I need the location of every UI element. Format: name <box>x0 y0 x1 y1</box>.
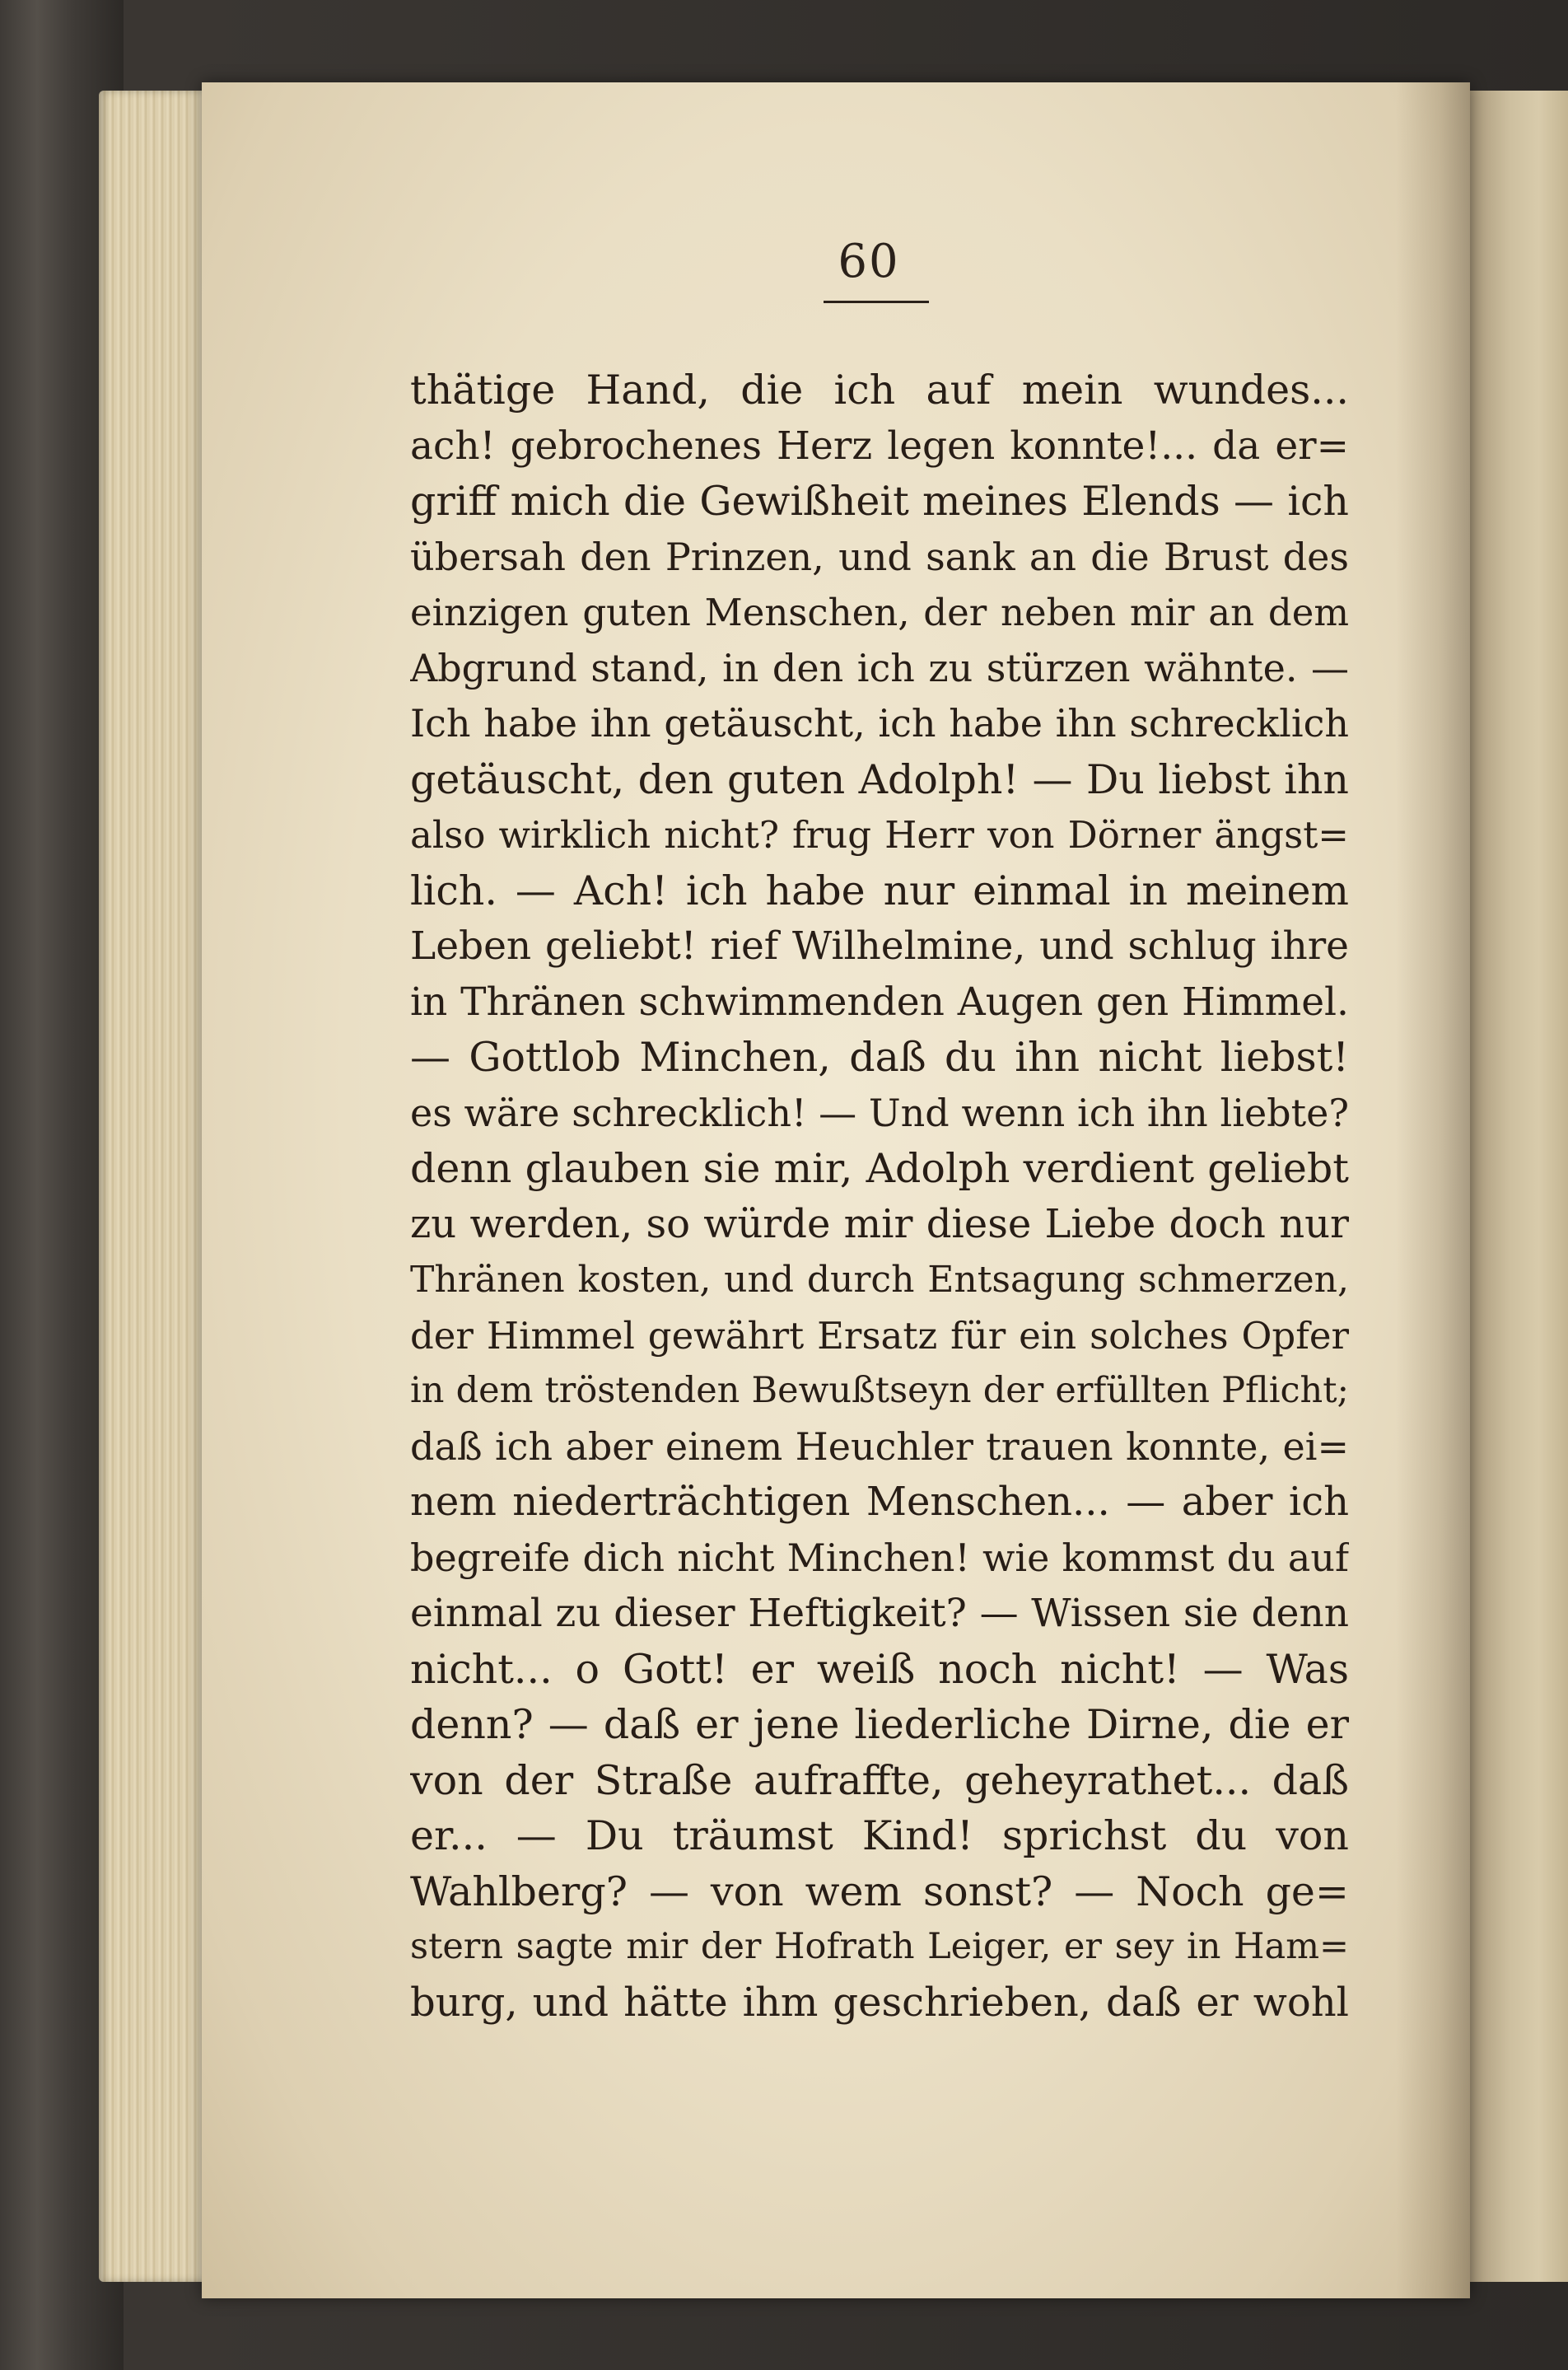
text-line: ach! gebrochenes Herz legen konnte!... da er= <box>410 423 1349 469</box>
text-line: denn? — daß er jene liederliche Dirne, die er <box>410 1701 1349 1748</box>
text-line: übersah den Prinzen, und sank an die Brust des <box>410 534 1349 579</box>
text-line: griff mich die Gewißheit meines Elends — ich <box>410 478 1349 525</box>
text-line: zu werden, so würde mir diese Liebe doch nur <box>410 1200 1349 1247</box>
text-line: lich. — Ach! ich habe nur einmal in meinem <box>410 867 1349 914</box>
text-line: burg, und hätte ihm geschrieben, daß er wohl <box>410 1979 1349 2026</box>
text-line: begreife dich nicht Minchen! wie kommst du auf <box>410 1535 1349 1580</box>
text-line: nicht... o Gott! er weiß noch nicht! — Was <box>410 1645 1349 1693</box>
text-line: von der Straße aufraffte, geheyrathet... daß <box>410 1756 1349 1804</box>
text-line: Ich habe ihn getäuscht, ich habe ihn schrecklich <box>410 701 1349 746</box>
text-line: der Himmel gewährt Ersatz für ein solches Opfer <box>410 1313 1349 1358</box>
text-line: in Thränen schwimmenden Augen gen Himmel. <box>410 979 1349 1025</box>
text-line: denn glauben sie mir, Adolph verdient geliebt <box>410 1145 1349 1192</box>
text-line: einmal zu dieser Heftigkeit? — Wissen sie denn <box>410 1591 1349 1636</box>
text-line: getäuscht, den guten Adolph! — Du liebst ihn <box>410 755 1349 803</box>
text-line: also wirklich nicht? frug Herr von Dörner ängst= <box>410 813 1349 857</box>
text-line: Wahlberg? — von wem sonst? — Noch ge= <box>410 1867 1349 1915</box>
text-line: Abgrund stand, in den ich zu stürzen wähnte. — <box>410 645 1349 690</box>
text-line: Thränen kosten, und durch Entsagung schmerzen, <box>410 1259 1349 1301</box>
text-line: daß ich aber einem Heuchler trauen konnte, ei= <box>410 1423 1349 1469</box>
text-line: Leben geliebt! rief Wilhelmine, und schlug ihre <box>410 923 1349 969</box>
page-number-rule <box>824 301 929 303</box>
page-stack-edge <box>99 91 214 2282</box>
text-line: — Gottlob Minchen, daß du ihn nicht liebst! <box>410 1034 1349 1081</box>
text-line: stern sagte mir der Hofrath Leiger, er sey in Ham= <box>410 1926 1349 1967</box>
text-line: er... — Du träumst Kind! sprichst du von <box>410 1812 1349 1859</box>
facing-page-edge <box>1470 91 1568 2282</box>
text-line: in dem tröstenden Bewußtseyn der erfüllten Pflicht; <box>410 1370 1349 1411</box>
page-number: 60 <box>838 235 900 288</box>
text-line: thätige Hand, die ich auf mein wundes... <box>410 367 1349 414</box>
page-text <box>410 362 1349 2031</box>
text-line: es wäre schrecklich! — Und wenn ich ihn liebte? <box>410 1090 1349 1135</box>
text-line: einzigen guten Menschen, der neben mir an dem <box>410 591 1349 634</box>
text-line: nem niederträchtigen Menschen... — aber ich <box>410 1479 1349 1525</box>
